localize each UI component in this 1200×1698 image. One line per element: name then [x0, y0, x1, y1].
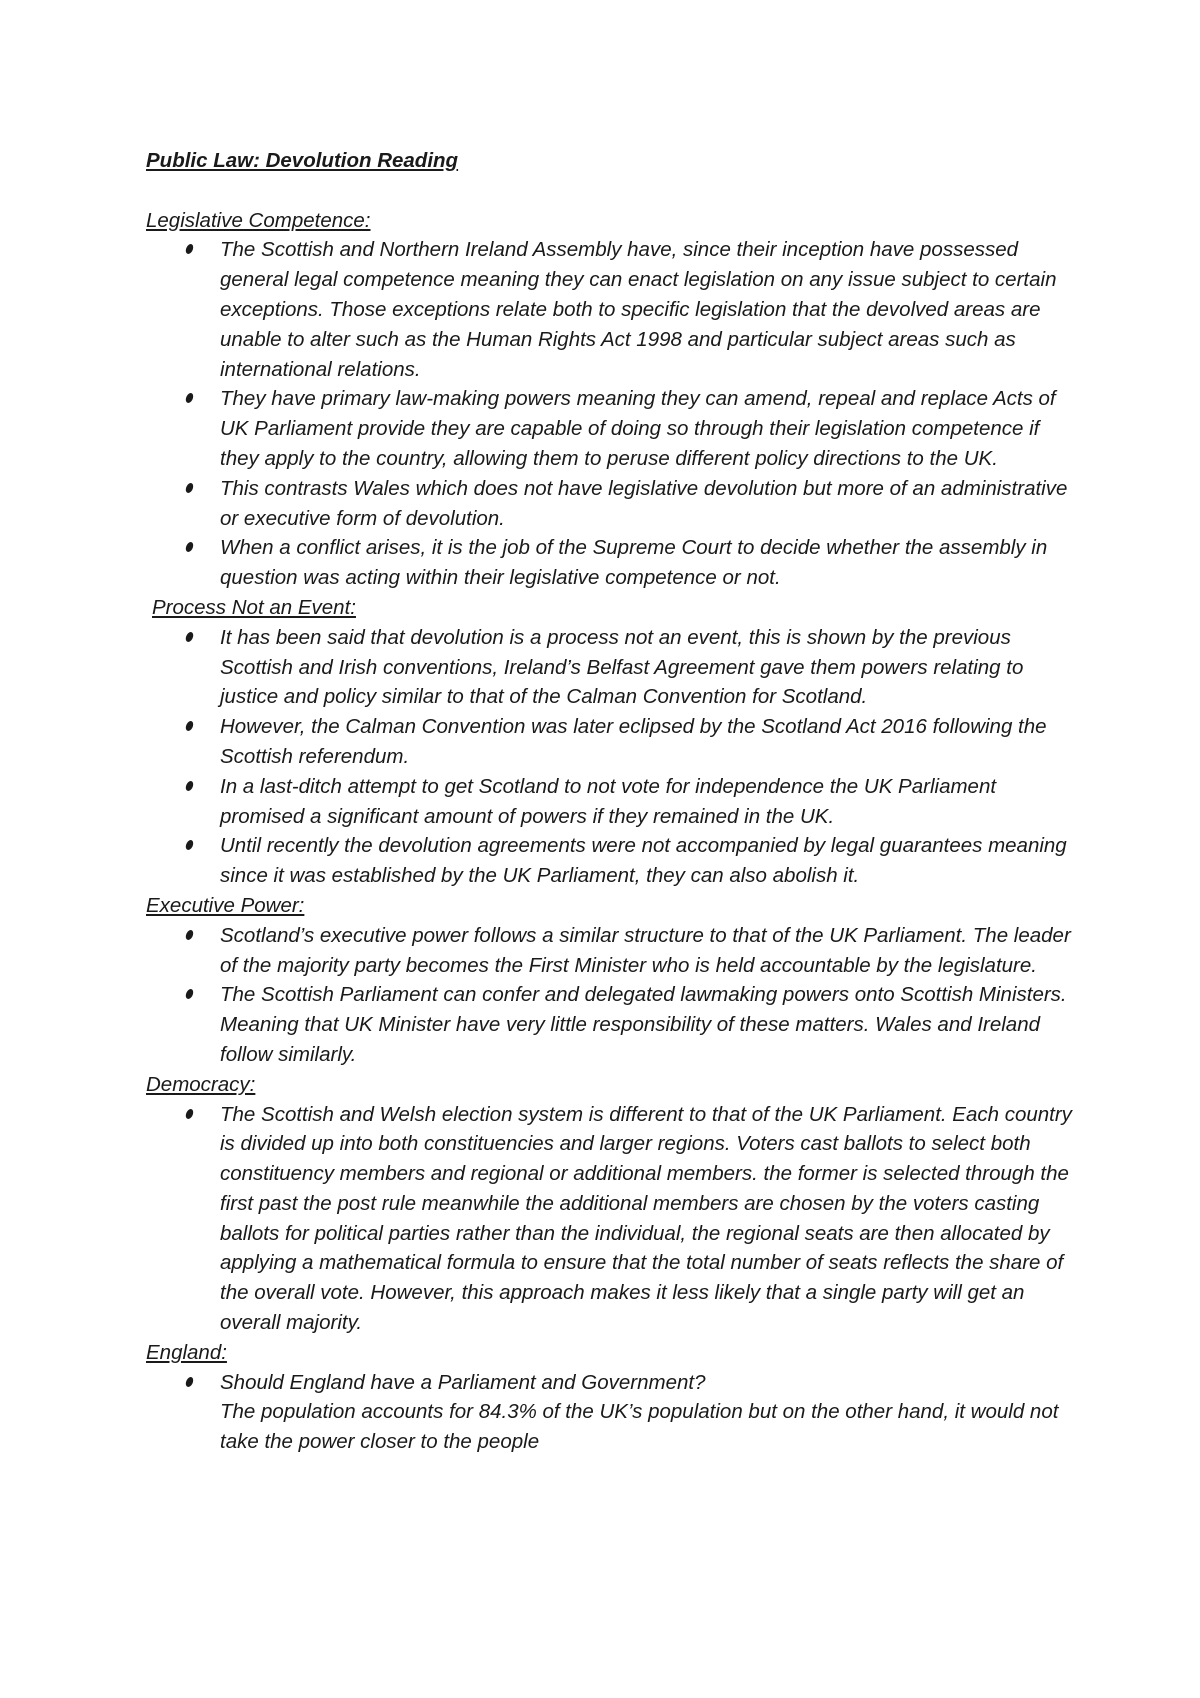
democracy-list — [146, 1100, 1080, 1338]
bullet-icon — [185, 840, 194, 850]
process-list — [146, 623, 1080, 891]
bullet-icon — [185, 781, 194, 791]
list-item: The Scottish and Welsh election system is different to that of the UK Parliament. Each country is divided up into both constituencies and larger regions. Voters cast ballots to select both constituency members and regional or additional members. the former is selected through the first past the post rule meanwhile the additional members are chosen by the voters casting ballots for political parties rather than the individual, the regional seats are then allocated by applying a mathematical formula to ensure that the total number of seats reflects the share of the overall vote. However, this approach makes it less likely that a single party will get an overall majority. — [146, 1100, 1080, 1338]
legislative-list — [146, 235, 1080, 593]
list-item: It has been said that devolution is a process not an event, this is shown by the previous Scottish and Irish conventions, Ireland’s Belfast Agreement gave them powers relating to justice and policy similar to that of the Calman Convention for Scotland. — [146, 623, 1080, 712]
list-item: When a conflict arises, it is the job of the Supreme Court to decide whether the assembly in question was acting within their legislative competence or not. — [146, 533, 1080, 593]
england-list — [146, 1368, 1080, 1457]
list-item: However, the Calman Convention was later eclipsed by the Scotland Act 2016 following the Scottish referendum. — [146, 712, 1080, 772]
bullet-icon — [185, 930, 194, 940]
list-item: In a last-ditch attempt to get Scotland to not vote for independence the UK Parliament promised a significant amount of powers if they remained in the UK. — [146, 772, 1080, 832]
heading-process-not-an-event: Process Not an Event: — [152, 595, 356, 619]
heading-executive-power: Executive Power: — [146, 893, 305, 917]
bullet-icon — [185, 244, 194, 254]
bullet-icon — [185, 721, 194, 731]
list-item: The Scottish Parliament can confer and delegated lawmaking powers onto Scottish Ministers. Meaning that UK Minister have very little responsibility of these matters. Wales and Ireland follow similarly. — [146, 980, 1080, 1069]
heading-england: England: — [146, 1340, 227, 1364]
list-item: The Scottish and Northern Ireland Assembly have, since their inception have possessed general legal competence meaning they can enact legislation on any issue subject to certain exceptions. Those exceptions relate both to specific legislation that the devolved areas are unable to alter such as the Human Rights Act 1998 and particular subject areas such as international relations. — [146, 235, 1080, 384]
heading-democracy: Democracy: — [146, 1072, 256, 1096]
bullet-icon — [185, 632, 194, 642]
heading-legislative-competence: Legislative Competence: — [146, 208, 371, 232]
bullet-icon — [185, 1377, 194, 1387]
executive-list — [146, 921, 1080, 1070]
list-item: Should England have a Parliament and Government? The population accounts for 84.3% of the UK’s population but on the other hand, it would not take the power closer to the people — [146, 1368, 1080, 1457]
bullet-icon — [185, 393, 194, 403]
list-item: This contrasts Wales which does not have legislative devolution but more of an administrative or executive form of devolution. — [146, 474, 1080, 534]
list-item: Until recently the devolution agreements were not accompanied by legal guarantees meaning since it was established by the UK Parliament, they can also abolish it. — [146, 831, 1080, 891]
document-title: Public Law: Devolution Reading — [146, 149, 459, 172]
bullet-icon — [185, 989, 194, 999]
bullet-icon — [185, 1109, 194, 1119]
list-item-continuation: The population accounts for 84.3% of the UK’s population but on the other hand, it would not take the power closer to the people — [220, 1400, 1059, 1454]
bullet-icon — [185, 483, 194, 493]
list-item: They have primary law-making powers meaning they can amend, repeal and replace Acts of UK Parliament provide they are capable of doing so through their legislation competence if they apply to the country, allowing them to peruse different policy directions to the UK. — [146, 384, 1080, 473]
bullet-icon — [185, 542, 194, 552]
list-item: Scotland’s executive power follows a similar structure to that of the UK Parliament. The leader of the majority party becomes the First Minister who is held accountable by the legislature. — [146, 921, 1080, 981]
